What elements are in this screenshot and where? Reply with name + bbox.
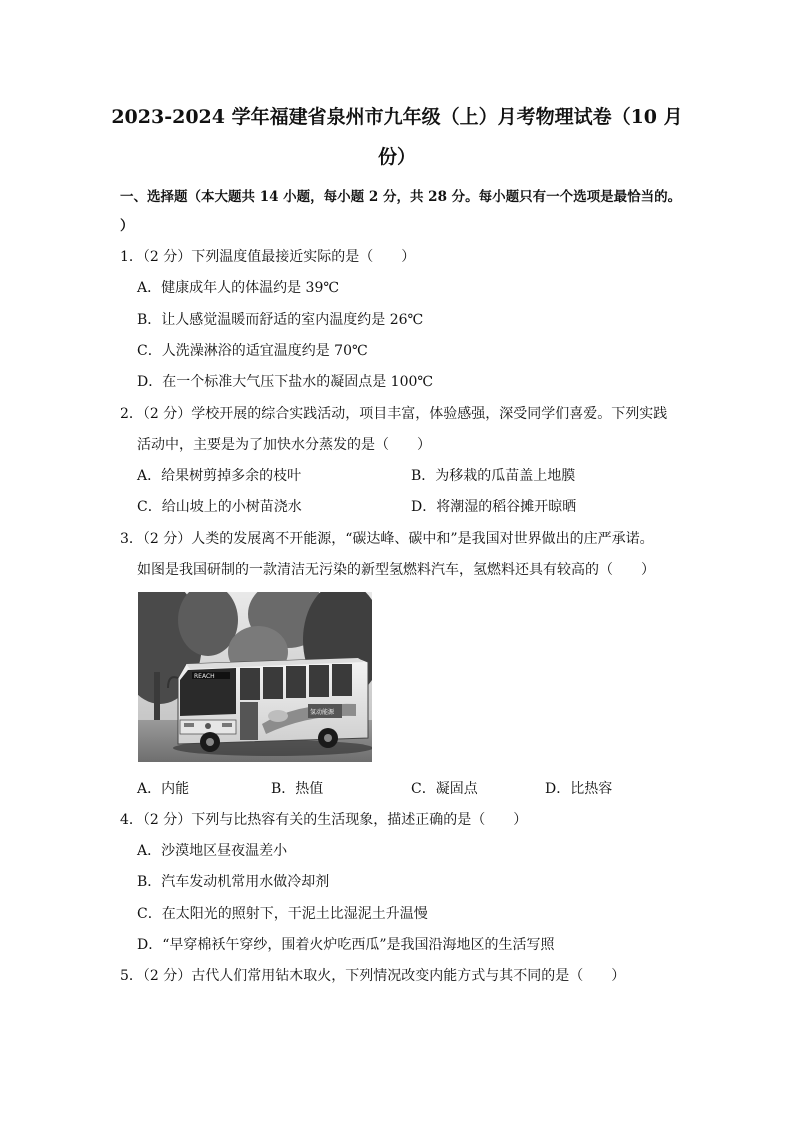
question-4-option-d: D．“早穿棉袄午穿纱，围着火炉吃西瓜”是我国沿海地区的生活写照 (137, 937, 555, 953)
question-3-stem-line1: 3．（2 分）人类的发展离不开能源，“碳达峰、碳中和”是我国对世界做出的庄严承诺。 (120, 531, 654, 547)
question-3-option-c: C．凝固点 (411, 781, 478, 797)
question-3-stem-line2: 如图是我国研制的一款清洁无污染的新型氢燃料汽车，氢燃料还具有较高的（ ） (137, 562, 655, 578)
question-1-option-c: C．人洗澡淋浴的适宜温度约是 70℃ (137, 343, 368, 359)
question-1-option-b: B．让人感觉温暖而舒适的室内温度约是 26℃ (137, 312, 424, 328)
bus-destination-sign: REACH (194, 673, 215, 680)
question-4-option-c: C．在太阳光的照射下，干泥土比湿泥土升温慢 (137, 906, 428, 922)
exam-title-line1: 2023-2024 学年福建省泉州市九年级（上）月考物理试卷（10 月 (111, 106, 683, 128)
question-2-option-d: D．将潮湿的稻谷摊开晾晒 (411, 499, 577, 515)
question-4-option-b: B．汽车发动机常用水做冷却剂 (137, 874, 330, 890)
question-3-option-a: A．内能 (137, 781, 190, 797)
question-2-option-a: A．给果树剪掉多余的枝叶 (137, 468, 302, 484)
question-1-stem: 1．（2 分）下列温度值最接近实际的是（ ） (120, 249, 416, 265)
hydrogen-bus-photo (138, 592, 372, 762)
question-3-option-d: D．比热容 (545, 781, 613, 797)
question-5-stem: 5．（2 分）古代人们常用钻木取火，下列情况改变内能方式与其不同的是（ ） (120, 968, 626, 984)
question-1-option-d: D．在一个标准大气压下盐水的凝固点是 100℃ (137, 374, 434, 390)
question-2-option-c: C．给山坡上的小树苗浇水 (137, 499, 302, 515)
question-2-stem-line2: 活动中，主要是为了加快水分蒸发的是（ ） (137, 437, 431, 453)
exam-title-line2: 份） (377, 146, 416, 168)
bus-side-text: 氢动能源 (310, 709, 335, 716)
question-1-option-a: A．健康成年人的体温约是 39℃ (137, 280, 340, 296)
question-4-option-a: A．沙漠地区昼夜温差小 (137, 843, 288, 859)
question-2-option-b: B．为移栽的瓜苗盖上地膜 (411, 468, 576, 484)
section-heading-close: ） (120, 218, 134, 234)
section-heading: 一、选择题（本大题共 14 小题，每小题 2 分，共 28 分。每小题只有一个选项是最恰当的。 (120, 189, 682, 205)
question-4-stem: 4．（2 分）下列与比热容有关的生活现象，描述正确的是（ ） (120, 812, 528, 828)
question-2-stem-line1: 2．（2 分）学校开展的综合实践活动，项目丰富，体验感强，深受同学们喜爱。下列实践 (120, 406, 668, 422)
question-3-option-b: B．热值 (271, 781, 324, 797)
